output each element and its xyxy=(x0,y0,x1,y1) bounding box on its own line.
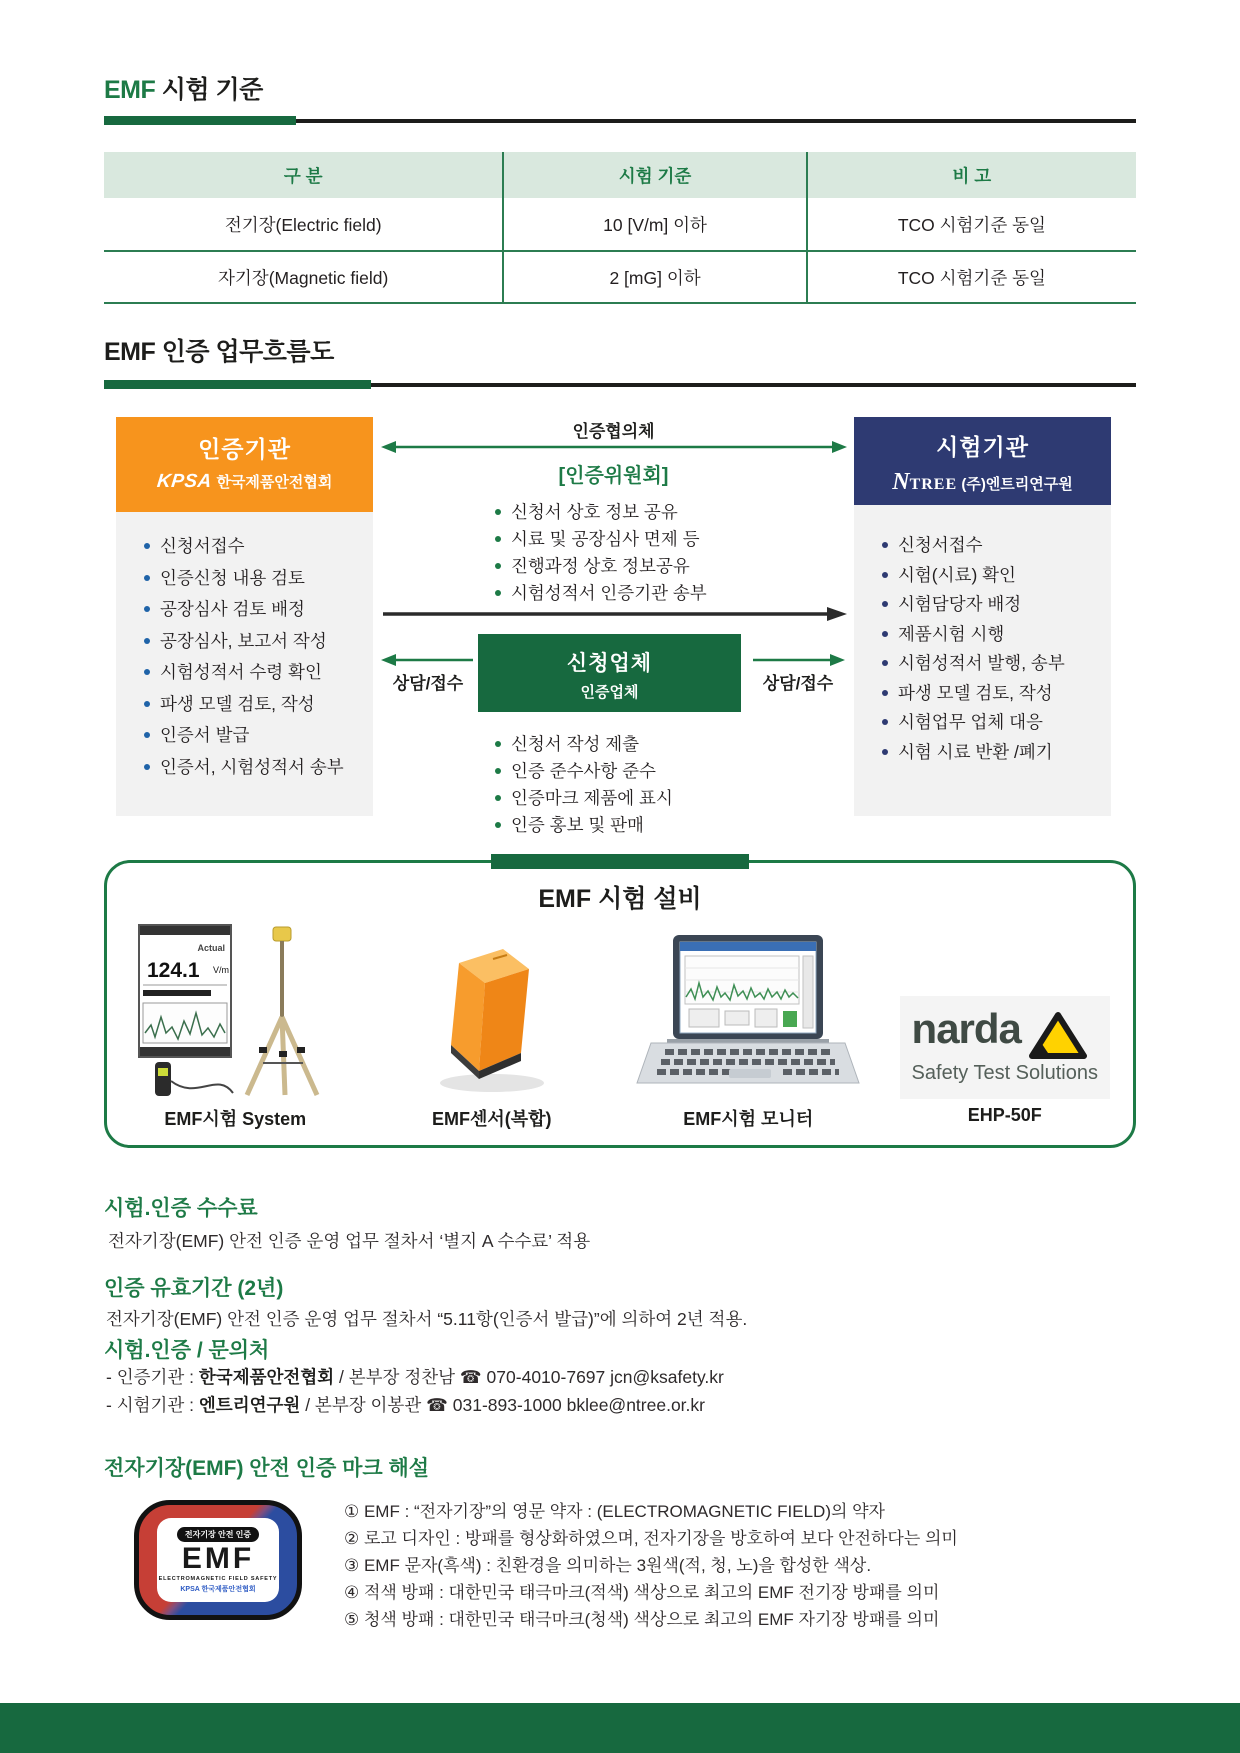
svg-text:Actual: Actual xyxy=(197,943,226,953)
list-item: 시료 및 공장심사 면제 등 xyxy=(493,526,707,553)
contact-detail: / 본부장 이봉관 ☎ 031-893-1000 bklee@ntree.or.kr xyxy=(300,1395,705,1415)
applicant-box xyxy=(478,634,741,712)
contact-org: 한국제품안전협회 xyxy=(198,1367,335,1387)
rule-green-bar xyxy=(104,380,371,389)
kpsa-logo xyxy=(116,471,373,493)
emf-sensor-cube-image xyxy=(407,921,577,1099)
testing-body-title: 시험기관 xyxy=(936,434,1029,460)
list-item: 신청서접수 xyxy=(880,537,1103,555)
standards-table xyxy=(104,152,1136,304)
list-item: 시험성적서 인증기관 송부 xyxy=(493,580,707,607)
fees-heading: 시험.인증 수수료 xyxy=(104,1197,258,1220)
consult-left-arrow xyxy=(381,653,475,667)
consult-right-arrow xyxy=(751,653,845,667)
list-item: 파생 모델 검토, 작성 xyxy=(142,696,365,714)
report-flow-arrow xyxy=(379,605,849,623)
list-item: 시험담당자 배정 xyxy=(880,596,1103,614)
list-item: 공장심사 검토 배정 xyxy=(142,601,365,619)
list-item: 인증신청 내용 검토 xyxy=(142,570,365,588)
ntree-logo xyxy=(854,469,1111,496)
list-item: 시험성적서 수령 확인 xyxy=(142,664,365,682)
testing-body-column xyxy=(854,417,1111,816)
list-item: 신청서접수 xyxy=(142,538,365,556)
emf-mark-banner: 전자기장 안전 인증 xyxy=(177,1527,259,1542)
emf-monitor-laptop-image xyxy=(633,921,863,1099)
section-rule xyxy=(104,116,1136,125)
table-cell: 전기장(Electric field) xyxy=(224,214,382,235)
ntree-org-name: (주)엔트리연구원 xyxy=(961,476,1073,493)
table-cell: 2 [mG] 이하 xyxy=(502,252,805,302)
emf-mark-org: KPSA 한국제품안전협회 xyxy=(180,1585,256,1593)
table-header-remark: 비 고 xyxy=(806,152,1136,198)
section-title-rest: 시험 기준 xyxy=(155,76,263,104)
kpsa-org-name: 한국제품안전협회 xyxy=(216,474,333,491)
contact-line-testing xyxy=(106,1392,705,1417)
emf-meter-tripod-image xyxy=(135,921,335,1099)
table-row xyxy=(104,250,1136,302)
certification-body-header xyxy=(116,417,373,512)
certification-body-title: 인증기관 xyxy=(198,436,291,462)
equipment-caption: EHP-50F xyxy=(967,1105,1042,1125)
narda-wordmark: narda xyxy=(911,1005,1021,1052)
list-item: ③ EMF 문자(흑색) : 친환경을 의미하는 3원색(적, 청, 노)을 합성한 색상. xyxy=(344,1556,872,1575)
list-item: 인증서, 시험성적서 송부 xyxy=(142,759,365,777)
section-title-standards xyxy=(104,70,263,106)
table-cell: TCO 시험기준 동일 xyxy=(806,198,1136,250)
flowchart xyxy=(104,417,1136,835)
ntree-wordmark-n: N xyxy=(892,469,910,495)
ntree-wordmark-tree: TREE xyxy=(909,476,958,493)
list-item: 시험(시료) 확인 xyxy=(880,567,1103,585)
mark-heading: 전자기장(EMF) 안전 인증 마크 해설 xyxy=(104,1457,430,1480)
testing-body-header xyxy=(854,417,1111,505)
committee-item-list xyxy=(493,499,707,607)
validity-body: 전자기장(EMF) 안전 인증 운영 업무 절차서 “5.11항(인증서 발급)”에 의하여 2년 적용. xyxy=(106,1309,748,1329)
list-item: 제품시험 시행 xyxy=(880,626,1103,644)
list-item: 인증 준수사항 준수 xyxy=(493,758,673,785)
equipment-item xyxy=(107,921,364,1131)
list-item: 인증서 발급 xyxy=(142,727,365,745)
council-label: 인증협의체 xyxy=(572,422,655,441)
list-item: ② 로고 디자인 : 방패를 형상화하였으며, 전자기장을 방호하여 보다 안전하다는 의미 xyxy=(344,1529,958,1548)
narda-tagline: Safety Test Solutions xyxy=(911,1062,1098,1084)
table-cell: TCO 시험기준 동일 xyxy=(806,252,1136,302)
testing-task-list xyxy=(854,505,1111,761)
emf-certification-mark-logo xyxy=(134,1500,302,1620)
list-item: ① EMF : “전자기장”의 영문 약자 : (ELECTROMAGNETIC FIELD)의 약자 xyxy=(344,1502,885,1521)
table-cell: 자기장(Magnetic field) xyxy=(218,267,389,288)
list-item: ④ 적색 방패 : 대한민국 태극마크(적색) 색상으로 최고의 EMF 전기장 방패를 의미 xyxy=(344,1583,940,1602)
certification-body-column xyxy=(116,417,373,816)
svg-text:V/m: V/m xyxy=(213,965,230,975)
svg-text:124.1: 124.1 xyxy=(147,959,200,982)
table-row xyxy=(104,198,1136,250)
equipment-title: EMF 시험 설비 xyxy=(538,885,702,913)
table-header-row xyxy=(104,152,1136,198)
certification-task-list xyxy=(116,512,373,776)
rule-green-bar xyxy=(104,116,296,125)
section-title-accent: EMF xyxy=(104,76,156,104)
table-header-criteria: 시험 기준 xyxy=(502,152,805,198)
list-item: ⑤ 청색 방패 : 대한민국 태극마크(청색) 색상으로 최고의 EMF 자기장 방패를 의미 xyxy=(344,1610,940,1629)
section-title-flow: EMF 인증 업무흐름도 xyxy=(104,338,334,366)
list-item: 시험성적서 발행, 송부 xyxy=(880,655,1103,673)
emf-mark-letters: EMF xyxy=(181,1541,255,1575)
list-item: 신청서 상호 정보 공유 xyxy=(493,499,707,526)
applicant-subtitle: 인증업체 xyxy=(580,684,639,701)
applicant-title: 신청업체 xyxy=(566,652,653,675)
emf-mark-subtitle: ELECTROMAGNETIC FIELD SAFETY xyxy=(158,1575,278,1582)
contacts-heading: 시험.인증 / 문의처 xyxy=(104,1339,270,1362)
contact-org: 엔트리연구원 xyxy=(198,1395,301,1415)
list-item: 시험업무 업체 대응 xyxy=(880,714,1103,732)
fees-body: 전자기장(EMF) 안전 인증 운영 업무 절차서 ‘별지 A 수수료’ 적용 xyxy=(108,1231,591,1251)
validity-heading: 인증 유효기간 (2년) xyxy=(104,1277,284,1300)
equipment-row xyxy=(107,921,1133,1131)
consult-left-label: 상담/접수 xyxy=(392,674,464,693)
flow-middle-area xyxy=(373,417,854,835)
section-rule xyxy=(104,380,1136,389)
applicant-task-list xyxy=(493,731,673,839)
mark-explanation-list xyxy=(344,1498,1144,1633)
equipment-caption: EMF시험 모니터 xyxy=(683,1109,814,1129)
footer-bar xyxy=(0,1703,1240,1753)
equipment-box-tab xyxy=(491,854,749,869)
table-cell: 10 [V/m] 이하 xyxy=(502,198,805,250)
list-item: 공장심사, 보고서 작성 xyxy=(142,633,365,651)
list-item: 인증 홍보 및 판매 xyxy=(493,812,673,839)
list-item: 진행과정 상호 정보공유 xyxy=(493,553,707,580)
consult-right-label: 상담/접수 xyxy=(762,674,834,693)
equipment-box xyxy=(104,860,1136,1148)
contact-prefix: - 시험기관 : xyxy=(106,1395,199,1415)
contact-prefix: - 인증기관 : xyxy=(106,1367,199,1387)
emf-mark-inner xyxy=(157,1518,279,1602)
contact-line-certification xyxy=(106,1364,724,1389)
equipment-caption: EMF센서(복합) xyxy=(431,1109,552,1129)
equipment-caption: EMF시험 System xyxy=(164,1109,307,1129)
equipment-item xyxy=(364,921,621,1131)
narda-logo xyxy=(900,921,1110,1099)
contact-detail: / 본부장 정찬남 ☎ 070-4010-7697 jcn@ksafety.kr xyxy=(334,1367,724,1387)
equipment-item xyxy=(620,921,877,1131)
table-header-category: 구 분 xyxy=(283,165,323,186)
double-arrow xyxy=(379,439,849,455)
kpsa-wordmark: KPSA xyxy=(155,471,213,492)
list-item: 인증마크 제품에 표시 xyxy=(493,785,673,812)
list-item: 시험 시료 반환 /폐기 xyxy=(880,744,1103,762)
list-item: 파생 모델 검토, 작성 xyxy=(880,685,1103,703)
equipment-item xyxy=(877,921,1134,1131)
committee-label: [인증위원회] xyxy=(558,465,669,487)
narda-triangle-icon xyxy=(1029,1010,1087,1060)
list-item: 신청서 작성 제출 xyxy=(493,731,673,758)
